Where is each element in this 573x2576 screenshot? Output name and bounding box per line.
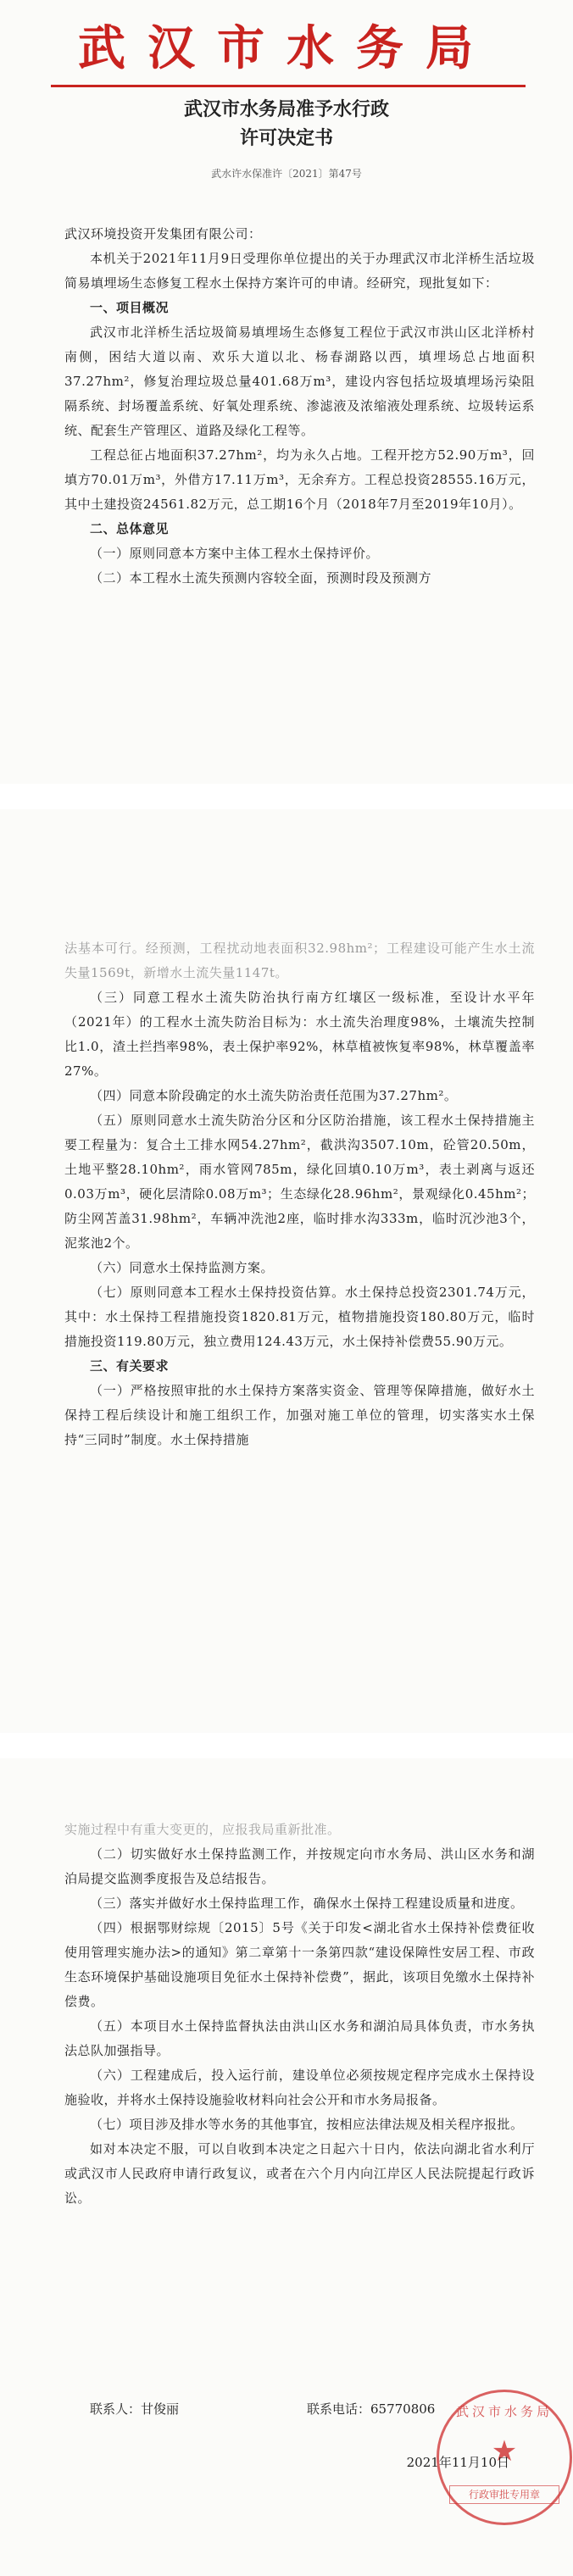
requirement-item-3: （三）落实并做好水土保持监理工作，确保水土保持工程建设质量和进度。 — [90, 1896, 524, 1911]
overview-paragraph-2: 工程总征占地面积37.27hm²，均为永久占地。工程开挖方52.90万m³，回填方70.01万m³，外借方17.11万m³，无余弃方。工程总投资28555.16万元，其中土建投资24561.82万元，总工期16个月（2018年7月至2019年10月）。 — [64, 447, 535, 512]
title-line-2: 许可决定书 — [239, 127, 333, 149]
intro-paragraph: 本机关于2021年11月9日受理你单位提出的关于办理武汉市北洋桥生活垃圾简易填埋场生态修复工程水土保持方案许可的申请。经研究，现批复如下： — [64, 251, 535, 291]
document-page-1 — [0, 0, 573, 784]
opinion-item-1: （一）原则同意本方案中主体工程水土保持评价。 — [90, 546, 380, 561]
opinion-item-2: （二）本工程水土流失预测内容较全面，预测时段及预测方 — [90, 570, 432, 586]
recipient: 武汉环境投资开发集团有限公司： — [64, 226, 262, 242]
opinion-item-5: （五）原则同意水土流失防治分区和分区防治措施，该工程水土保持措施主要工程量为：复合土工排水网54.27hm²，截洪沟3507.10m，砼管20.50m，土地平整28.10hm²，雨水管网785m，绿化回填0.10万m³，表土剥离与返还0.03万m³，硬化层清除0.08万m³；生态绿化28.96hm²，景观绿化0.45hm²；防尘网苫盖31.98hm²，车辆冲洗池2座，临时排水沟333m，临时沉沙池3个，泥浆池2个。 — [64, 1113, 535, 1251]
requirement-item-4: （四）根据鄂财综规〔2015〕5号《关于印发<湖北省水土保持补偿费征收使用管理实施办法>的通知》第二章第十一条第四款“建设保障性安居工程、市政生态环境保护基础设施项目免征水土保持补偿费”，据此，该项目免缴水土保持补偿费。 — [64, 1920, 535, 2009]
page-3-body — [64, 1818, 535, 2211]
opinion-item-7: （七）原则同意本工程水土保持投资估算。水土保持总投资2301.74万元，其中：水土保持工程措施投资1820.81万元，植物措施投资180.80万元，临时措施投资119.80万元，独立费用124.43万元，水土保持补偿费55.90万元。 — [64, 1285, 535, 1349]
contact-phone: 联系电话：65770806 — [307, 2401, 436, 2417]
section-heading-requirements: 三、有关要求 — [90, 1358, 170, 1374]
faded-continuation: 法基本可行。经预测，工程扰动地表面积32.98hm²；工程建设可能产生水土流失量1569t，新增水土流失量1147t。 — [64, 941, 535, 980]
page-1-body — [64, 222, 535, 591]
masthead-divider — [51, 85, 526, 87]
opinion-item-3: （三）同意工程水土流失防治执行南方红壤区一级标准，至设计水平年（2021年）的工程水土流失防治目标为：水土流失治理度98%，土壤流失控制比1.0，渣土拦挡率98%，表土保护率92%，林草植被恢复率98%，林草覆盖率27%。 — [64, 990, 535, 1079]
section-heading-overview: 一、项目概况 — [90, 300, 170, 315]
seal-star-icon: ★ — [491, 2434, 518, 2468]
overview-paragraph-1: 武汉市北洋桥生活垃圾简易填埋场生态修复工程位于武汉市洪山区北洋桥村南侧，困结大道以南、欢乐大道以北、杨春湖路以西，填埋场总占地面积37.27hm²，修复治理垃圾总量401.68万m³，建设内容包括垃圾填埋场污染阻隔系统、封场覆盖系统、好氧处理系统、渗滤液及浓缩液处理系统、垃圾转运系统、配套生产管理区、道路及绿化工程等。 — [64, 325, 535, 438]
opinion-item-6: （六）同意水土保持监测方案。 — [90, 1260, 275, 1275]
requirement-item-2: （二）切实做好水土保持监测工作，并按规定向市水务局、洪山区水务和湖泊局提交监测季度报告及总结报告。 — [64, 1846, 535, 1886]
requirement-item-1: （一）严格按照审批的水土保持方案落实资金、管理等保障措施，做好水土保持工程后续设计和施工组织工作，加强对施工单位的管理，切实落实水土保持“三同时”制度。水土保持措施 — [64, 1383, 535, 1447]
document-number: 武水许水保准许〔2021〕第47号 — [211, 168, 362, 180]
masthead: 武汉市水务局 — [78, 20, 495, 76]
document-page-2 — [0, 809, 573, 1733]
faded-continuation: 实施过程中有重大变更的，应报我局重新批准。 — [64, 1822, 341, 1837]
document-title — [0, 95, 573, 153]
requirement-item-7: （七）项目涉及排水等水务的其他事宜，按相应法律法规及相关程序报批。 — [90, 2117, 524, 2132]
seal-label: 行政审批专用章 — [449, 2485, 559, 2504]
contact-person: 联系人：甘俊丽 — [90, 2401, 180, 2417]
opinion-item-4: （四）同意本阶段确定的水土流失防治责任范围为37.27hm²。 — [90, 1088, 458, 1103]
requirement-item-6: （六）工程建成后，投入运行前，建设单位必须按规定程序完成水土保持设施验收，并将水土保持设施验收材料向社会公开和市水务局报备。 — [64, 2068, 535, 2107]
issue-date: 2021年11月10日 — [406, 2455, 509, 2470]
requirement-item-5: （五）本项目水土保持监督执法由洪山区水务和湖泊局具体负责，市水务执法总队加强指导。 — [64, 2018, 535, 2058]
document-page-3 — [0, 1758, 573, 2576]
page-2-body — [64, 936, 535, 1452]
seal-name: 武汉市水务局 — [455, 2404, 553, 2419]
appeal-notice: 如对本决定不服，可以自收到本决定之日起六十日内，依法向湖北省水利厅或武汉市人民政府申请行政复议，或者在六个月内向江岸区人民法院提起行政诉讼。 — [64, 2141, 535, 2206]
title-line-1: 武汉市水务局准予水行政 — [183, 98, 389, 120]
section-heading-opinion: 二、总体意见 — [90, 521, 170, 536]
